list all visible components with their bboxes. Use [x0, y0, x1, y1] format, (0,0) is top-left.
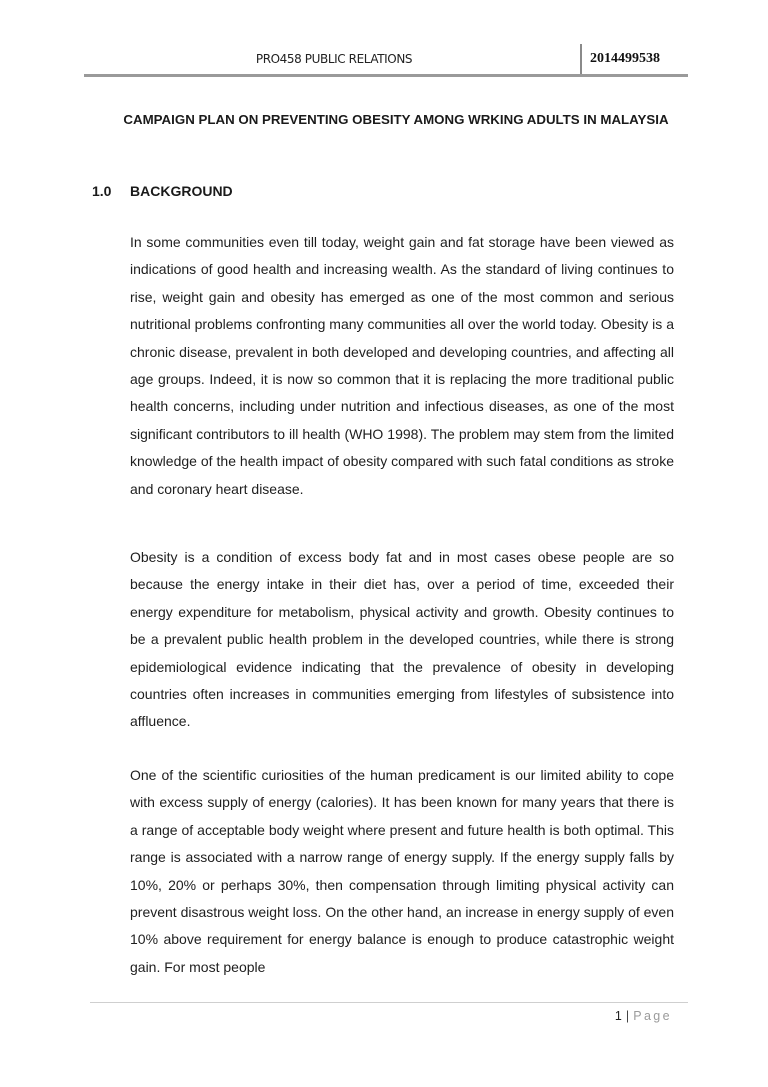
paragraph-text: One of the scientific curiosities of the human predicament is our limited ability to cope with excess supply of energy (calories). It has been known for many years that there is a range of acceptable body weight where present and future health is both optimal. This range is associated with a narrow range of energy supply. If the energy supply falls by 10%, 20% or perhaps 30%, then compensation through limiting physical activity can prevent disastrous weight loss. On the other hand, an increase in energy supply of even 10% above requirement for energy balance is enough to produce catastrophic weight gain. For most people: [130, 767, 674, 975]
paragraph-text: In some communities even till today, weight gain and fat storage have been viewed as indications of good health and increasing wealth. As the standard of living continues to rise, weight gain and obesity has emerged as one of the most common and serious nutritional problems confronting many communities all over the world today. Obesity is a chronic disease, prevalent in both developed and developing countries, and affecting all age groups. Indeed, it is now so common that it is replacing the more traditional public health concerns, including under nutrition and infectious diseases, as one of the most significant contributors to ill health (WHO 1998). The problem may stem from the limited knowledge of the health impact of obesity compared with such fatal conditions as stroke and coronary heart disease.: [130, 234, 674, 497]
section-title: BACKGROUND: [130, 183, 233, 199]
page-label: Page: [633, 1009, 672, 1023]
section-heading: [92, 183, 233, 199]
footer-rule: [90, 1002, 688, 1003]
page-header: [84, 44, 688, 76]
header-divider: [580, 44, 582, 74]
page-footer: [560, 1009, 672, 1023]
page-number: 1: [614, 1009, 623, 1023]
paragraph-text: Obesity is a condition of excess body fat and in most cases obese people are so because the energy intake in their diet has, over a period of time, exceeded their energy expenditure for metabolism, physical activity and growth. Obesity continues to be a prevalent public health problem in the developed countries, while there is strong epidemiological evidence indicating that the prevalence of obesity in developing countries often increases in communities emerging from lifestyles of subsistence into affluence.: [130, 549, 674, 730]
header-rule: [84, 74, 688, 77]
paragraph-2: [130, 544, 674, 736]
paragraph-3: [130, 762, 674, 981]
page-separator: |: [625, 1009, 630, 1023]
header-student-id: 2014499538: [590, 51, 660, 66]
section-number: 1.0: [92, 183, 112, 199]
document-title: CAMPAIGN PLAN ON PREVENTING OBESITY AMONG WRKING ADULTS IN MALAYSIA: [123, 112, 669, 127]
header-course-title: PRO458 PUBLIC RELATIONS: [255, 52, 413, 66]
paragraph-1: [130, 229, 674, 503]
